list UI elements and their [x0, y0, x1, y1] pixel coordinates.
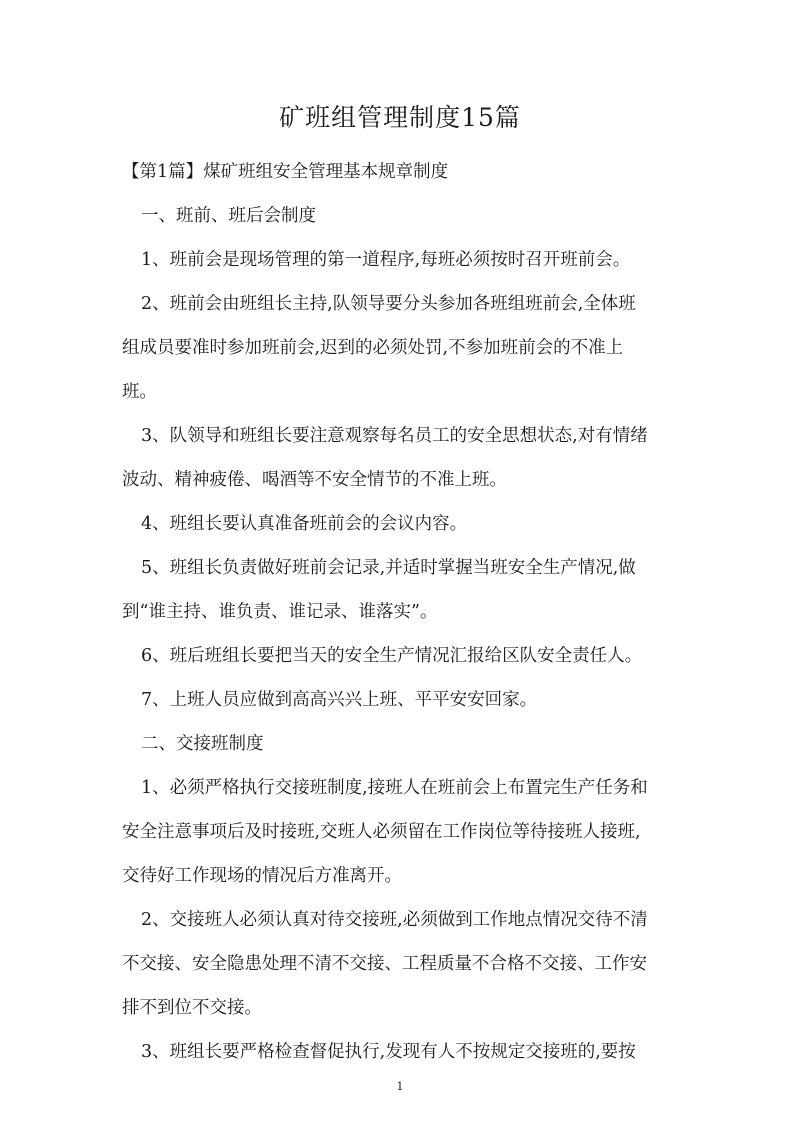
- paragraph-line: 3、班组长要严格检查督促执行,发现有人不按规定交接班的,要按: [141, 1042, 636, 1062]
- paragraph-line: 7、上班人员应做到高高兴兴上班、平平安安回家。: [141, 690, 538, 710]
- section-heading: 二、交接班制度: [141, 734, 264, 754]
- paragraph-line: 5、班组长负责做好班前会记录,并适时掌握当班安全生产情况,做: [141, 558, 636, 578]
- paragraph-line: 安全注意事项后及时接班,交班人必须留在工作岗位等待接班人接班,: [122, 822, 641, 842]
- page-number: 1: [396, 1080, 404, 1093]
- paragraph-line: 1、必须严格执行交接班制度,接班人在班前会上布置完生产任务和: [141, 778, 648, 798]
- paragraph-line: 4、班组长要认真准备班前会的会议内容。: [141, 514, 468, 534]
- paragraph-line: 【第1篇】煤矿班组安全管理基本规章制度: [122, 162, 449, 182]
- paragraph-line: 到“谁主持、谁负责、谁记录、谁落实”。: [122, 602, 438, 622]
- paragraph-line: 2、交接班人必须认真对待交接班,必须做到工作地点情况交待不清: [141, 910, 648, 930]
- paragraph-line: 不交接、安全隐患处理不清不交接、工程质量不合格不交接、工作安: [122, 954, 647, 974]
- section-heading: 一、班前、班后会制度: [141, 206, 316, 226]
- paragraph-line: 1、班前会是现场管理的第一道程序,每班必须按时召开班前会。: [141, 250, 631, 270]
- paragraph-line: 交待好工作现场的情况后方准离开。: [122, 866, 402, 886]
- paragraph-line: 波动、精神疲倦、喝酒等不安全情节的不准上班。: [122, 470, 507, 490]
- paragraph-line: 6、班后班组长要把当天的安全生产情况汇报给区队安全责任人。: [141, 646, 643, 666]
- paragraph-line: 3、队领导和班组长要注意观察每名员工的安全思想状态,对有情绪: [141, 426, 648, 446]
- paragraph-line: 组成员要准时参加班前会,迟到的必须处罚,不参加班前会的不准上: [122, 338, 624, 358]
- paragraph-line: 2、班前会由班组长主持,队领导要分头参加各班组班前会,全体班: [141, 294, 636, 314]
- document-title: 矿班组管理制度15篇: [279, 103, 521, 132]
- paragraph-line: 排不到位不交接。: [122, 998, 262, 1018]
- paragraph-line: 班。: [122, 382, 157, 402]
